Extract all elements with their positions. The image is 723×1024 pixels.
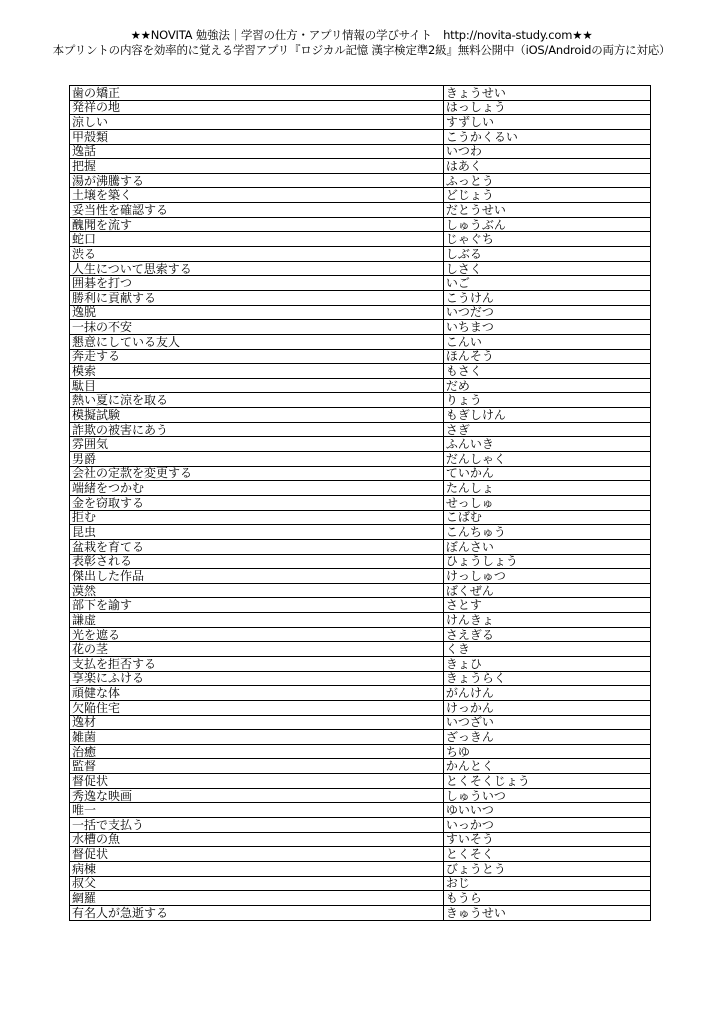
table-row	[70, 334, 651, 349]
table-row	[70, 891, 651, 906]
term-cell: 逸脱	[70, 305, 444, 320]
reading-cell: ばくぜん	[443, 583, 650, 598]
term-cell: 会社の定款を変更する	[70, 466, 444, 481]
table-row	[70, 305, 651, 320]
term-cell: 妥当性を確認する	[70, 203, 444, 218]
term-cell: 秀逸な映画	[70, 788, 444, 803]
table-row	[70, 759, 651, 774]
table-row	[70, 422, 651, 437]
term-cell: 水槽の魚	[70, 832, 444, 847]
term-cell: 男爵	[70, 452, 444, 467]
reading-cell: きょうらく	[443, 671, 650, 686]
term-cell: 治癒	[70, 744, 444, 759]
term-cell: 逸話	[70, 144, 444, 159]
reading-cell: ほんそう	[443, 349, 650, 364]
table-row	[70, 613, 651, 628]
reading-cell: たんしょ	[443, 481, 650, 496]
term-cell: 一抹の不安	[70, 320, 444, 335]
term-cell: 昆虫	[70, 525, 444, 540]
reading-cell: いつわ	[443, 144, 650, 159]
term-cell: 謙虚	[70, 613, 444, 628]
site-banner: ★★NOVITA 勉強法｜学習の仕方・アプリ情報の学びサイト http://novita-study.com★★	[130, 28, 593, 42]
table-row	[70, 188, 651, 203]
table-row	[70, 510, 651, 525]
term-cell: 懇意にしている友人	[70, 334, 444, 349]
term-cell: 逸材	[70, 715, 444, 730]
table-row	[70, 730, 651, 745]
table-row	[70, 495, 651, 510]
table-row	[70, 583, 651, 598]
term-cell: 網羅	[70, 891, 444, 906]
reading-cell: ゆいいつ	[443, 803, 650, 818]
term-cell: 雰囲気	[70, 437, 444, 452]
table-row	[70, 261, 651, 276]
table-row	[70, 129, 651, 144]
table-row	[70, 554, 651, 569]
table-row	[70, 364, 651, 379]
term-cell: 熱い夏に涼を取る	[70, 393, 444, 408]
table-row	[70, 832, 651, 847]
table-row	[70, 569, 651, 584]
term-cell: 勝利に貢献する	[70, 290, 444, 305]
table-row	[70, 159, 651, 174]
table-row	[70, 671, 651, 686]
app-promo-notice: 本プリントの内容を効率的に覚える学習アプリ『ロジカル記憶 漢字検定準2級』無料公開中（iOS/Androidの両方に対応）	[52, 43, 671, 57]
table-row	[70, 437, 651, 452]
reading-cell: いご	[443, 276, 650, 291]
table-row	[70, 86, 651, 101]
table-row	[70, 627, 651, 642]
table-row	[70, 481, 651, 496]
reading-cell: こうけん	[443, 290, 650, 305]
reading-cell: もさく	[443, 364, 650, 379]
reading-cell: いちまつ	[443, 320, 650, 335]
term-cell: 欠陥住宅	[70, 700, 444, 715]
reading-cell: けっしゅつ	[443, 569, 650, 584]
reading-cell: しゅういつ	[443, 788, 650, 803]
reading-cell: きょひ	[443, 656, 650, 671]
reading-cell: もぎしけん	[443, 408, 650, 423]
table-row	[70, 774, 651, 789]
term-cell: 表彰される	[70, 554, 444, 569]
reading-cell: おじ	[443, 876, 650, 891]
reading-cell: ひょうしょう	[443, 554, 650, 569]
table-row	[70, 525, 651, 540]
term-cell: 模擬試験	[70, 408, 444, 423]
term-cell: 叔父	[70, 876, 444, 891]
term-cell: 端緒をつかむ	[70, 481, 444, 496]
reading-cell: しぶる	[443, 247, 650, 262]
table-row	[70, 115, 651, 130]
reading-cell: どじょう	[443, 188, 650, 203]
table-row	[70, 290, 651, 305]
term-cell: 花の茎	[70, 642, 444, 657]
reading-cell: しさく	[443, 261, 650, 276]
reading-cell: けっかん	[443, 700, 650, 715]
table-row	[70, 232, 651, 247]
term-cell: 模索	[70, 364, 444, 379]
reading-cell: こんちゅう	[443, 525, 650, 540]
term-cell: 雑菌	[70, 730, 444, 745]
term-cell: 監督	[70, 759, 444, 774]
page-header	[0, 28, 723, 58]
table-row	[70, 642, 651, 657]
table-row	[70, 803, 651, 818]
term-cell: 囲碁を打つ	[70, 276, 444, 291]
reading-cell: ぼんさい	[443, 539, 650, 554]
reading-cell: がんけん	[443, 686, 650, 701]
term-cell: 享楽にふける	[70, 671, 444, 686]
term-cell: 歯の矯正	[70, 86, 444, 101]
reading-cell: じゃぐち	[443, 232, 650, 247]
term-cell: 病棟	[70, 861, 444, 876]
term-cell: 発祥の地	[70, 100, 444, 115]
term-cell: 湯が沸騰する	[70, 173, 444, 188]
reading-cell: しゅうぶん	[443, 217, 650, 232]
table-row	[70, 144, 651, 159]
term-cell: 有名人が急逝する	[70, 905, 444, 920]
term-cell: 金を窃取する	[70, 495, 444, 510]
term-cell: 光を遮る	[70, 627, 444, 642]
table-row	[70, 876, 651, 891]
term-cell: 土壌を築く	[70, 188, 444, 203]
term-cell: 傑出した作品	[70, 569, 444, 584]
term-cell: 督促状	[70, 847, 444, 862]
term-cell: 醜聞を流す	[70, 217, 444, 232]
term-cell: 涼しい	[70, 115, 444, 130]
reading-cell: すいそう	[443, 832, 650, 847]
kanji-reading-table	[69, 85, 651, 921]
term-cell: 甲殻類	[70, 129, 444, 144]
table-row	[70, 276, 651, 291]
reading-cell: ざっきん	[443, 730, 650, 745]
term-cell: 人生について思索する	[70, 261, 444, 276]
reading-cell: こんい	[443, 334, 650, 349]
table-row	[70, 173, 651, 188]
reading-cell: りょう	[443, 393, 650, 408]
term-cell: 一括で支払う	[70, 818, 444, 833]
reading-cell: さえぎる	[443, 627, 650, 642]
reading-cell: だとうせい	[443, 203, 650, 218]
table-row	[70, 349, 651, 364]
reading-cell: きゅうせい	[443, 905, 650, 920]
table-row	[70, 818, 651, 833]
reading-cell: いっかつ	[443, 818, 650, 833]
reading-cell: くき	[443, 642, 650, 657]
reading-cell: ふっとう	[443, 173, 650, 188]
reading-cell: はっしょう	[443, 100, 650, 115]
reading-cell: ちゆ	[443, 744, 650, 759]
table-row	[70, 861, 651, 876]
table-row	[70, 393, 651, 408]
term-cell: 盆栽を育てる	[70, 539, 444, 554]
reading-cell: かんとく	[443, 759, 650, 774]
reading-cell: とくそく	[443, 847, 650, 862]
word-list	[70, 86, 651, 921]
table-row	[70, 217, 651, 232]
term-cell: 奔走する	[70, 349, 444, 364]
term-cell: 詐欺の被害にあう	[70, 422, 444, 437]
reading-cell: もうら	[443, 891, 650, 906]
table-row	[70, 788, 651, 803]
table-row	[70, 744, 651, 759]
term-cell: 唯一	[70, 803, 444, 818]
reading-cell: すずしい	[443, 115, 650, 130]
reading-cell: いつざい	[443, 715, 650, 730]
term-cell: 拒む	[70, 510, 444, 525]
reading-cell: きょうせい	[443, 86, 650, 101]
table-row	[70, 847, 651, 862]
reading-cell: いつだつ	[443, 305, 650, 320]
reading-cell: せっしゅ	[443, 495, 650, 510]
table-row	[70, 203, 651, 218]
table-row	[70, 466, 651, 481]
term-cell: 督促状	[70, 774, 444, 789]
reading-cell: だめ	[443, 378, 650, 393]
reading-cell: はあく	[443, 159, 650, 174]
reading-cell: さとす	[443, 598, 650, 613]
table-row	[70, 452, 651, 467]
reading-cell: こうかくるい	[443, 129, 650, 144]
term-cell: 頑健な体	[70, 686, 444, 701]
reading-cell: さぎ	[443, 422, 650, 437]
term-cell: 部下を諭す	[70, 598, 444, 613]
reading-cell: だんしゃく	[443, 452, 650, 467]
table-row	[70, 408, 651, 423]
term-cell: 渋る	[70, 247, 444, 262]
term-cell: 把握	[70, 159, 444, 174]
table-row	[70, 905, 651, 920]
reading-cell: とくそくじょう	[443, 774, 650, 789]
term-cell: 支払を拒否する	[70, 656, 444, 671]
table-row	[70, 247, 651, 262]
table-row	[70, 320, 651, 335]
table-row	[70, 715, 651, 730]
table-row	[70, 539, 651, 554]
term-cell: 駄目	[70, 378, 444, 393]
term-cell: 漠然	[70, 583, 444, 598]
reading-cell: びょうとう	[443, 861, 650, 876]
table-row	[70, 100, 651, 115]
reading-cell: けんきょ	[443, 613, 650, 628]
reading-cell: ていかん	[443, 466, 650, 481]
table-row	[70, 598, 651, 613]
term-cell: 蛇口	[70, 232, 444, 247]
table-row	[70, 378, 651, 393]
reading-cell: こばむ	[443, 510, 650, 525]
table-row	[70, 700, 651, 715]
reading-cell: ふんいき	[443, 437, 650, 452]
table-row	[70, 686, 651, 701]
table-row	[70, 656, 651, 671]
